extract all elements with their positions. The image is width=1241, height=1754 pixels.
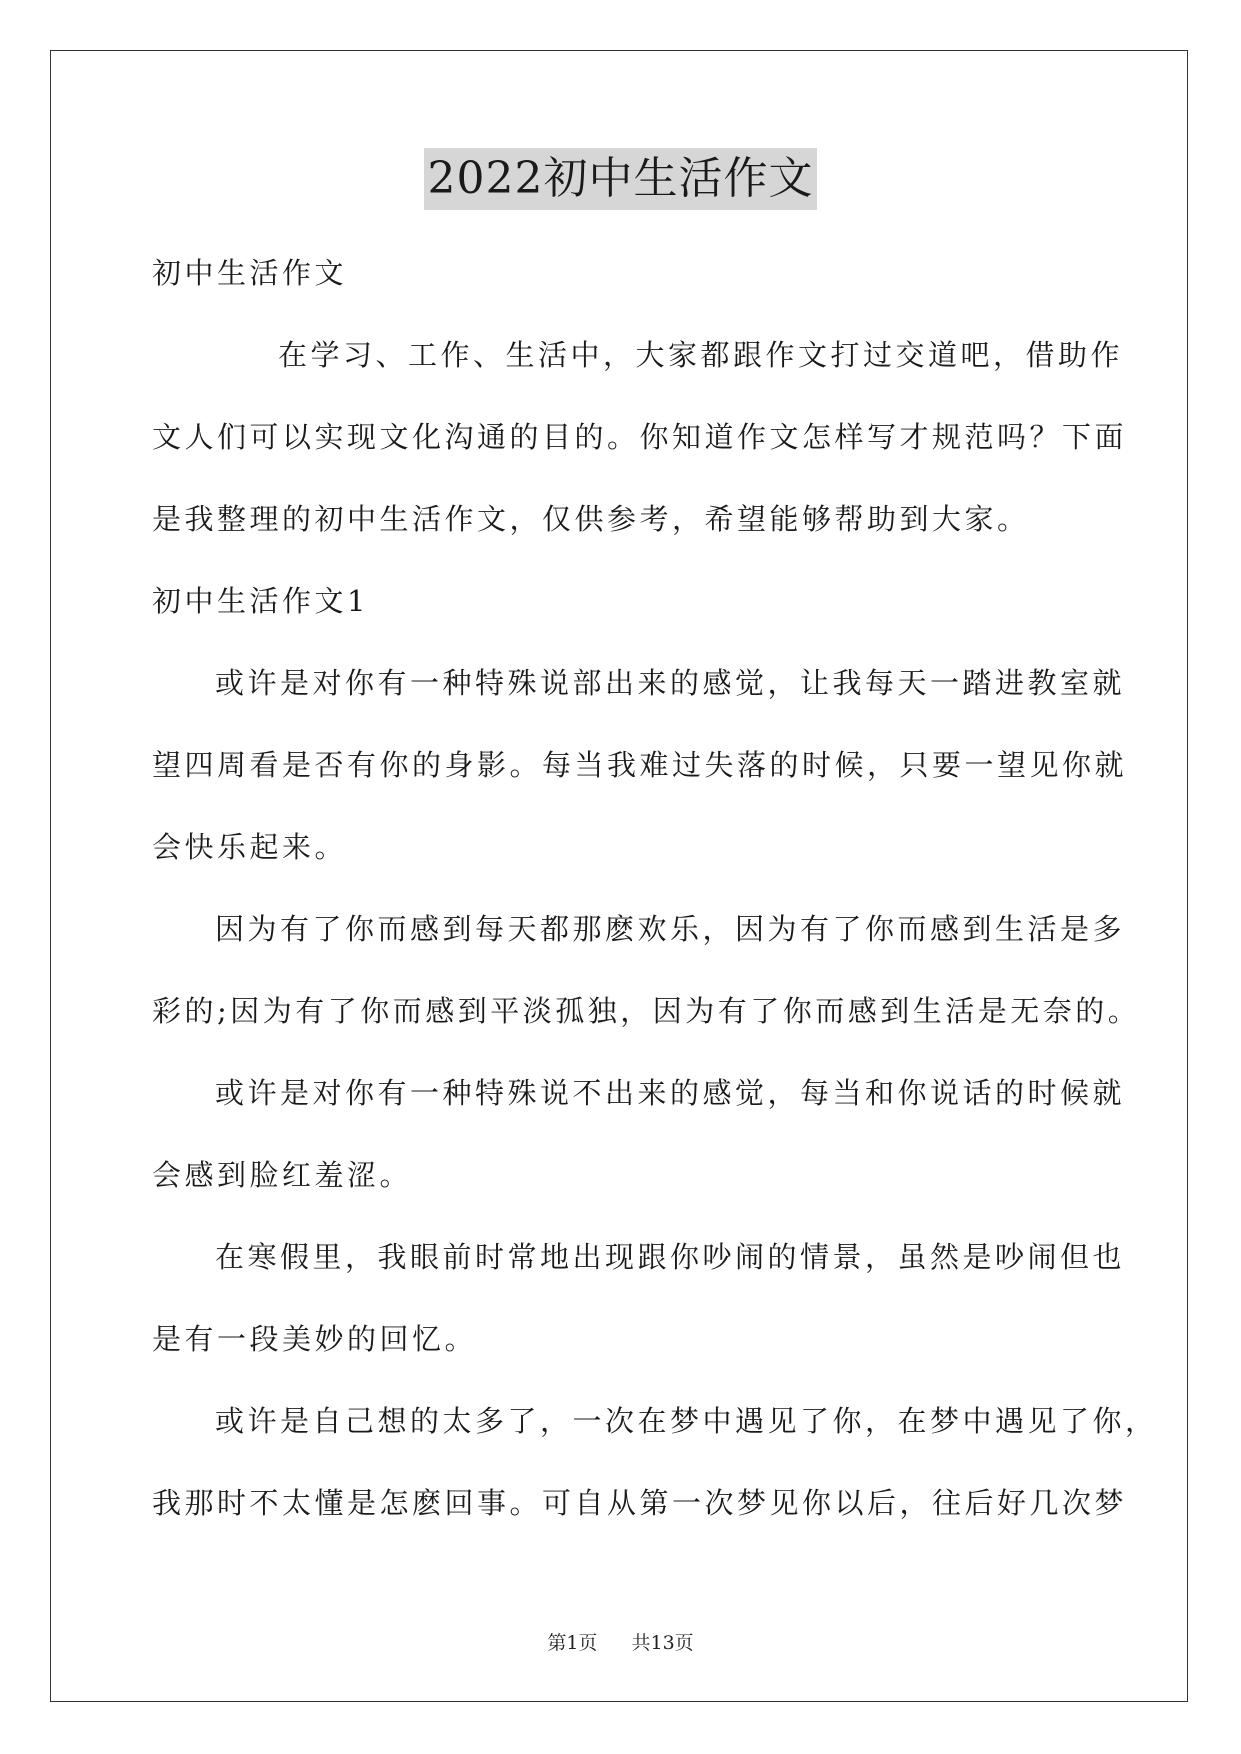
paragraph-line: 会快乐起来。 [152,830,348,864]
paragraph-line: 我那时不太懂是怎麽回事。可自从第一次梦见你以后，往后好几次梦 [152,1486,1128,1520]
section-heading: 初中生活作文1 [152,584,369,618]
paragraph-line: 是我整理的初中生活作文，仅供参考，希望能够帮助到大家。 [152,502,1030,536]
document-body [152,232,1158,1544]
paragraph-line: 望四周看是否有你的身影。每当我难过失落的时候，只要一望见你就 [152,748,1128,782]
paragraph-line: 在寒假里，我眼前时常地出现跟你吵闹的情景，虽然是吵闹但也 [215,1240,1126,1274]
paragraph-line: 会感到脸红羞涩。 [152,1158,413,1192]
paragraph-line: 在学习、工作、生活中，大家都跟作文打过交道吧，借助作 [278,338,1124,372]
paragraph-line: 因为有了你而感到每天都那麽欢乐，因为有了你而感到生活是多 [215,912,1126,946]
title-wrap [0,148,1241,210]
document-title: 2022初中生活作文 [424,148,818,210]
paragraph-line: 或许是自己想的太多了，一次在梦中遇见了你，在梦中遇见了你， [215,1404,1158,1438]
paragraph-line: 或许是对你有一种特殊说不出来的感觉，每当和你说话的时候就 [215,1076,1126,1110]
paragraph-line: 文人们可以实现文化沟通的目的。你知道作文怎样写才规范吗？下面 [152,420,1128,454]
paragraph-line: 彩的;因为有了你而感到平淡孤独，因为有了你而感到生活是无奈的。 [152,994,1141,1028]
page-total: 共13页 [631,1632,694,1654]
paragraph-line: 或许是对你有一种特殊说部出来的感觉，让我每天一踏进教室就 [215,666,1126,700]
page-number: 第1页 [547,1632,598,1654]
page-footer [0,1628,1241,1655]
section-heading: 初中生活作文 [152,256,348,290]
paragraph-line: 是有一段美妙的回忆。 [152,1322,478,1356]
